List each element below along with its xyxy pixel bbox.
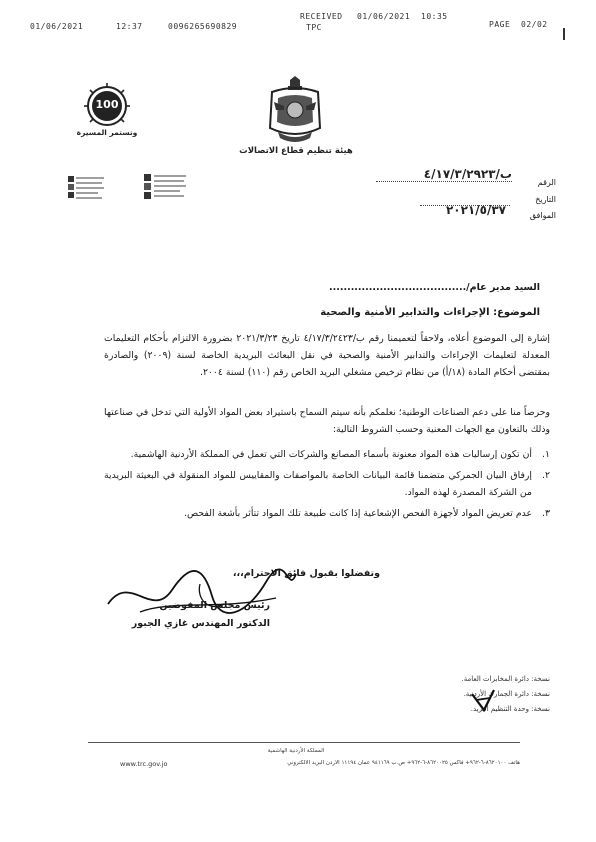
condition-item <box>104 467 550 501</box>
fax-sender-date: 01/06/2021 <box>30 22 84 31</box>
condition-item <box>104 505 550 522</box>
fax-page-value: 02/02 <box>521 20 548 29</box>
check-mark-icon <box>468 688 498 716</box>
centennial-logo <box>80 82 134 130</box>
ref-corresponding-value: ٢٠٢١/٥/٣٧ <box>445 203 506 217</box>
subject-text: الإجراءات والتدابير الأمنية والصحية <box>320 307 490 318</box>
ref-corresponding-label: الموافق <box>529 211 556 220</box>
footer-website[interactable]: www.trc.gov.jo <box>120 760 168 768</box>
condition-number: ٣. <box>542 508 550 519</box>
fax-sender-number: 0096265690829 <box>168 22 238 31</box>
fax-received-time: 10:35 <box>421 12 448 21</box>
strategy-logo-right-text <box>142 203 188 207</box>
fax-received-label: RECEIVED <box>300 12 343 21</box>
signatory-title: رئيس مجلس المفوضين <box>159 600 270 611</box>
subject <box>240 307 540 318</box>
ref-number-label: الرقم <box>537 178 556 187</box>
centennial-slogan: وتستمر المسيرة <box>76 128 138 137</box>
footer-divider <box>88 742 520 743</box>
footer-contact: هاتف ٨٦٢٠١٠٠-٦-٩٦٢+ فاكس ٨٦٢٠٠٢٥-٦-٩٦٢+ ص.ب ٩٤١١٦٩ عمان ١١١٩٤ الأردن البريد الالكتروني <box>287 760 520 766</box>
condition-text: إرفاق البيان الجمركي متضمنا قائمة البيانات الخاصة بالمواصفات والمقاييس للمواد المنقولة في البعيثة البريدية من الشركة المصدرة لهذه المواد. <box>104 470 532 498</box>
signatory-name: الدكتور المهندس غازي الجبور <box>131 618 270 629</box>
strategy-logo-left <box>66 170 106 204</box>
coat-of-arms-icon <box>264 76 326 146</box>
conditions-list <box>104 446 550 522</box>
condition-text: عدم تعريض المواد لأجهزة الفحص الإشعاعية إذا كانت طبيعة تلك المواد تتأثر بأشعة الفحص. <box>184 508 532 519</box>
condition-number: ١. <box>542 449 550 460</box>
fax-received-by: TPC <box>306 23 322 32</box>
condition-text: أن تكون إرساليات هذه المواد معنونة بأسماء المصانع والشركات التي تعمل في المملكة الأردنية الهاشمية. <box>130 449 532 460</box>
closing: وتفضلوا بقبول فائق الاحترام،،، <box>232 568 380 579</box>
subject-label: الموضوع: <box>493 307 540 318</box>
paragraph-1: إشارة إلى الموضوع أعلاه، ولاحقاً لتعميمنا رقم ب/٤/١٧/٣/٢٤٢٣ تاريخ ٢٠٢١/٣/٢٣ بضرورة الالتزام بأحكام التعليمات المعدلة لتعليمات الإجراءات والتدابير الأمنية والصحية في نقل البعائث البريدية الخاصة لسنة (٢٠٠٩) والصادرة بمقتضى أحكام المادة (١٨/أ) من نظام ترخيص مشغلي البريد الخاص رقم (١١٠) لسنة ٢٠٠٤. <box>104 333 550 378</box>
copy-line: نسخة: دائرة المخابرات العامة. <box>461 675 550 683</box>
strategy-logo-left-icon <box>66 170 106 204</box>
commission-name: هيئة تنظيم قطاع الاتصالات <box>239 146 353 156</box>
condition-number: ٢. <box>542 470 550 481</box>
handwritten-mark <box>468 688 498 716</box>
copy-line: نسخة: وحدة التنظيم البريد. <box>470 705 550 713</box>
centennial-number: 100 <box>95 98 119 111</box>
condition-item <box>104 446 550 463</box>
strategy-logo-left-text <box>64 203 104 211</box>
footer-country: المملكة الأردنية الهاشمية <box>267 748 325 754</box>
fax-edge-mark <box>563 28 565 40</box>
fax-sender-time: 12:37 <box>116 22 143 31</box>
paragraph-2: وحرصاً منا على دعم الصناعات الوطنية؛ نعلمكم بأنه سيتم السماح باستيراد بعض المواد الأولية التي تدخل في صناعتها وذلك بالتعاون مع الجهات المعنية وحسب الشروط التالية: <box>104 407 550 435</box>
ref-number-value: ب/٤/١٧/٣/٢٩٢٣ <box>376 167 512 182</box>
strategy-logo-right-icon <box>142 170 188 204</box>
addressee: السيد مدير عام/...................................... <box>329 282 540 293</box>
fax-page-label: PAGE <box>489 20 511 29</box>
copy-line: نسخة: دائرة الجمارك الأردنية. <box>463 690 550 698</box>
fax-received-date: 01/06/2021 <box>357 12 411 21</box>
ref-date-label: التاريخ <box>535 195 556 204</box>
strategy-logo-right <box>142 170 188 204</box>
coat-of-arms <box>264 76 326 146</box>
